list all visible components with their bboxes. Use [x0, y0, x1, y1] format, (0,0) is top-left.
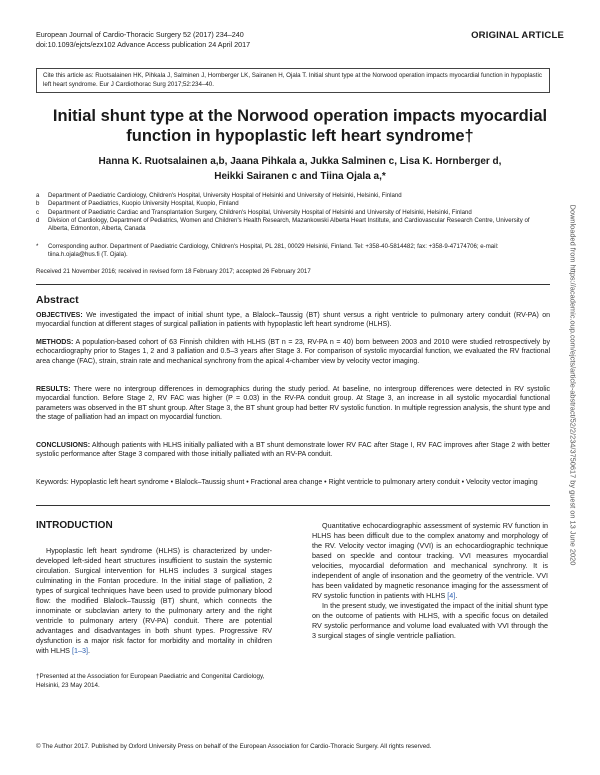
abstract-results — [36, 385, 550, 423]
affiliation-item — [36, 200, 550, 208]
methods-label: METHODS: — [36, 339, 74, 346]
affiliation-text: Division of Cardiology, Department of Pediatrics, Women and Children's Health Research, Mazankowski Alberta Heart Institute, and Cardiovascular Research Centre, University of Alberta, Edmonton, Alberta, Canada — [48, 216, 530, 233]
authors-line-2: Heikki Sairanen c and Tiina Ojala a,* — [214, 171, 386, 182]
affiliation-text: Department of Paediatric Cardiac and Transplantation Surgery, Children's Hospital, University Hospital of Helsinki and University of Helsinki, Helsinki, Finland — [48, 208, 472, 216]
abstract-heading: Abstract — [36, 294, 79, 306]
affiliations — [36, 192, 550, 233]
intro-text: Quantitative echocardiographic assessment of systemic RV function in HLHS has been difficult due to the complex anatomy and morphology of the RV. Velocity vector imaging (VVI) is an echocardiographic technique based on speckle and contour tracking. VVI measures myocardial velocities, myocardial deformation and mechanical synchrony. It is independent of angle of insonation and the geometry of the ventricle. VVI has been validated by magnetic resonance imaging for the assessment of RV systolic function in patients with HLHS — [312, 521, 548, 600]
received-dates: Received 21 November 2016; received in revised form 18 February 2017; accepted 26 February 2017 — [36, 268, 311, 275]
reference-link[interactable]: [4] — [447, 591, 456, 600]
download-note — [556, 195, 590, 575]
affiliation-mark: d — [36, 216, 40, 224]
divider — [36, 505, 550, 506]
intro-paragraph: Quantitative echocardiographic assessment of systemic RV function in HLHS has been difficult due to the complex anatomy and morphology of the RV. Velocity vector imaging (VVI) is an echocardiographic technique based on speckle and contour tracking. VVI measures myocardial velocities, myocardial deformation and mechanical synchrony. It is independent of angle of insonation and the geometry of the ventricle. VVI has been validated by magnetic resonance imaging for the assessment of RV systolic function in patients with HLHS [4]. — [312, 521, 548, 600]
results-text: There were no intergroup differences in demographics during the study period. At baseline, no intergroup differences were detected in RV systolic myocardial function. Before Stage 2, RV FAC was higher (P = 0.03) in the RV-PA conduit group. At Stage 3, an increase in all systolic myocardial functional parameters was observed in the BT shunt group. After Stage 3, the BT shunt group had better RV systolic function. In multiple regression analysis, the shunt type and the stage of palliation had an impact on myocardial function. — [36, 386, 550, 422]
authors-line-1: Hanna K. Ruotsalainen a,b, Jaana Pihkala a, Jukka Salminen c, Lisa K. Hornberger d, — [98, 156, 502, 167]
copyright: © The Author 2017. Published by Oxford University Press on behalf of the European Association for Cardio-Thoracic Surgery. All rights reserved. — [36, 743, 432, 750]
author-list — [60, 154, 540, 184]
citation-box: Cite this article as: Ruotsalainen HK, Pihkala J, Salminen J, Hornberger LK, Sairanen H, Ojala T. Initial shunt type at the Norwood operation impacts myocardial function in hypoplastic left heart syndrome. Eur J Cardiothorac Surg 2017;52:234–40. — [36, 68, 550, 93]
affiliation-mark: a — [36, 192, 40, 199]
intro-paragraph: In the present study, we investigated the impact of the initial shunt type on the outcome of patients with HLHS, with a specific focus on detailed RV systolic performance and volume load evaluated with VVI through the 3 surgical stages of single ventricle palliation. — [312, 601, 548, 640]
objectives-label: OBJECTIVES: — [36, 312, 83, 319]
reference-link[interactable]: [1–3] — [71, 646, 88, 655]
download-note-text: Downloaded from https://academic.oup.com/ejcts/article-abstract/52/2/234/3750617 by guest on 13 June 2020 — [568, 204, 578, 566]
affiliation-item — [36, 217, 550, 234]
affiliation-mark: c — [36, 208, 40, 216]
objectives-text: We investigated the impact of initial shunt type, a Blalock–Taussig (BT) shunt versus a right ventricle to pulmonary artery conduit (RV-PA) on myocardial function at different stages of surgical palliation in patients with hypoplastic left heart syndrome (HLHS). — [36, 312, 550, 329]
journal-header — [36, 30, 250, 50]
correspondence-mark: * — [36, 243, 39, 250]
abstract-objectives — [36, 311, 550, 330]
journal-line: European Journal of Cardio-Thoracic Surgery 52 (2017) 234–240 — [36, 30, 244, 39]
introduction-heading: INTRODUCTION — [36, 520, 113, 531]
affiliation-text: Department of Paediatric Cardiology, Children's Hospital, University Hospital of Helsinki and University of Helsinki, Helsinki, Finland — [48, 192, 402, 199]
affiliation-mark: b — [36, 200, 40, 208]
keywords — [36, 478, 550, 487]
abstract-methods — [36, 338, 550, 366]
doi-line: doi:10.1093/ejcts/ezx102 Advance Access publication 24 April 2017 — [36, 40, 251, 49]
keywords-label: Keywords: — [36, 479, 69, 486]
intro-paragraph: Hypoplastic left heart syndrome (HLHS) is characterized by under-developed left-sided heart structures insufficient to sustain the systemic circulation. Surgical intervention for HLHS includes 3 surgical stages culminating in the Fontan procedure. In the initial stage of palliation, 2 types of surgical techniques have been used to provide pulmonary blood flow: the modified Blalock–Taussig (BT) shunt, which connects the innominate or subclavian artery to the pulmonary artery and the right ventricle to pulmonary artery (RV-PA) conduit. There are potential advantages and disadvantages in both shunt types. Progressive RV dysfunction is a major risk factor for morbidity and mortality in children with HLHS [1–3]. — [36, 546, 272, 655]
results-label: RESULTS: — [36, 386, 71, 393]
conclusions-label: CONCLUSIONS: — [36, 442, 91, 449]
article-title: Initial shunt type at the Norwood operation impacts myocardial function in hypoplastic left heart syndrome† — [52, 107, 548, 145]
affiliation-item — [36, 192, 550, 200]
keywords-text: Hypoplastic left heart syndrome • Blalock–Taussig shunt • Fractional area change • Right ventricle to pulmonary artery conduit • Velocity vector imaging — [70, 479, 538, 486]
abstract-conclusions — [36, 441, 550, 460]
conclusions-text: Although patients with HLHS initially palliated with a BT shunt demonstrate lower RV FAC after Stage I, RV FAC improves after Stage 2 with better systolic performance after Stage 3 compared with those initially palliated with an RV-PA conduit. — [36, 442, 550, 459]
affiliation-text: Department of Paediatrics, Kuopio University Hospital, Kuopio, Finland — [48, 200, 239, 208]
correspondence — [36, 243, 550, 260]
article-type: ORIGINAL ARTICLE — [471, 30, 564, 41]
methods-text: A population-based cohort of 63 Finnish children with HLHS (BT n = 23, RV-PA n = 40) born between 2003 and 2010 were studied retrospectively by echocardiography prior to Stages 1, 2 and 3 palliation and 0.5–3 years after Stage 3. For comparison of systolic myocardial function, we evaluated the RV fractional area change (FAC), strain, strain rate and mechanical synchrony from the apical 4-chamber view by velocity vector imaging. — [36, 339, 550, 365]
divider — [36, 284, 550, 285]
intro-left-column — [36, 546, 272, 656]
footnote: †Presented at the Association for European Paediatric and Congenital Cardiology, Helsinki, 23 May 2014. — [36, 673, 265, 689]
intro-right-column — [312, 521, 548, 641]
affiliation-item — [36, 209, 550, 217]
intro-text: Hypoplastic left heart syndrome (HLHS) is characterized by under-developed left-sided heart structures insufficient to sustain the systemic circulation. Surgical intervention for HLHS includes 3 surgical stages culminating in the Fontan procedure. In the initial stage of palliation, 2 types of surgical techniques have been used to provide pulmonary blood flow: the modified Blalock–Taussig (BT) shunt, which connects the innominate or subclavian artery to the pulmonary artery and the right ventricle to pulmonary artery (RV-PA) conduit. There are potential advantages and disadvantages in both shunt types. Progressive RV dysfunction is a major risk factor for morbidity and mortality in children with HLHS — [36, 546, 272, 655]
correspondence-text: Corresponding author. Department of Paediatric Cardiology, Children's Hospital, PL 281, 00029 Helsinki, Finland. Tel: +358-40-5814482; fax: +358-9-47174706; e-mail: tiina.h.ojala@hus.fi (T. Ojala). — [48, 243, 499, 259]
